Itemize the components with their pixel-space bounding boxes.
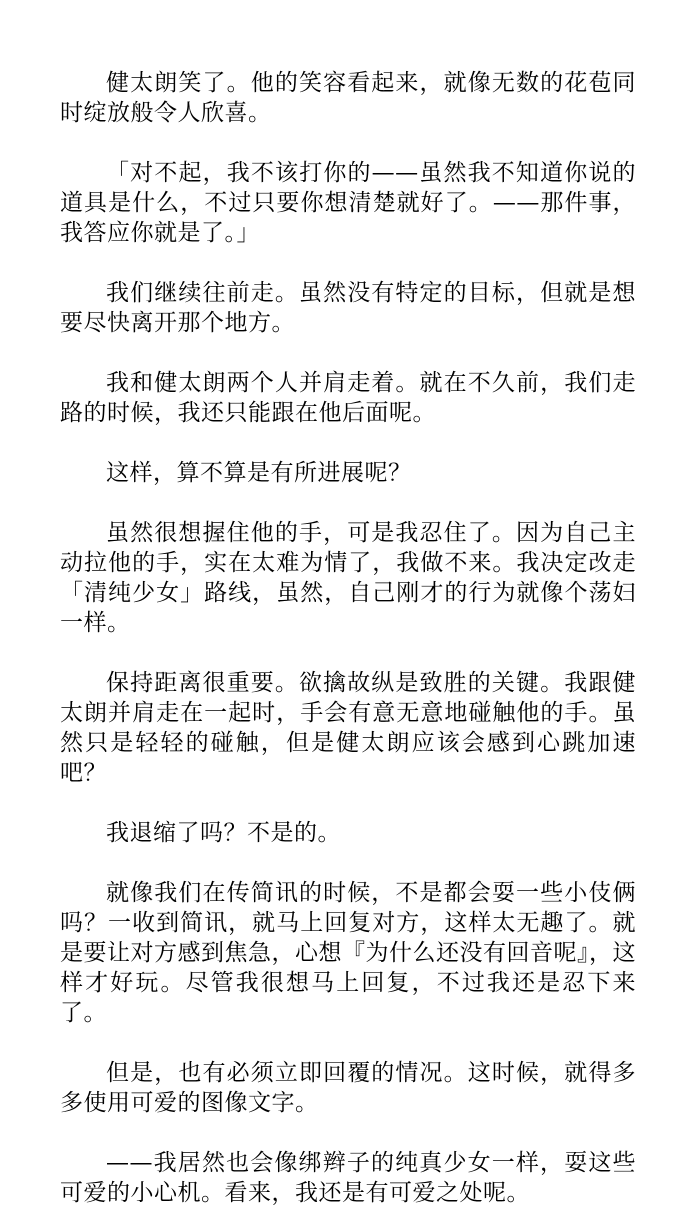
- paragraph: ——我居然也会像绑辫子的纯真少女一样，耍这些可爱的小心机。看来，我还是有可爱之处呢。: [60, 1150, 636, 1206]
- paragraph: 保持距离很重要。欲擒故纵是致胜的关键。我跟健太朗并肩走在一起时，手会有意无意地碰触他的手。虽然只是轻轻的碰触，但是健太朗应该会感到心跳加速吧？: [60, 670, 636, 786]
- paragraph: 「对不起，我不该打你的——虽然我不知道你说的道具是什么，不过只要你想清楚就好了。——那件事，我答应你就是了。」: [60, 160, 636, 246]
- paragraph: 但是，也有必须立即回覆的情况。这时候，就得多多使用可爱的图像文字。: [60, 1060, 636, 1116]
- paragraph: 我们继续往前走。虽然没有特定的目标，但就是想要尽快离开那个地方。: [60, 280, 636, 336]
- paragraph: 这样，算不算是有所进展呢？: [106, 460, 412, 486]
- paragraph: 健太朗笑了。他的笑容看起来，就像无数的花苞同时绽放般令人欣喜。: [60, 70, 636, 126]
- paragraph: 就像我们在传简讯的时候，不是都会耍一些小伎俩吗？一收到简讯，就马上回复对方，这样太无趣了。就是要让对方感到焦急，心想『为什么还没有回音呢』，这样才好玩。尽管我很想马上回复，不过我还是忍下来了。: [60, 880, 636, 1026]
- paragraph: 我和健太朗两个人并肩走着。就在不久前，我们走路的时候，我还只能跟在他后面呢。: [60, 370, 636, 426]
- paragraph: 虽然很想握住他的手，可是我忍住了。因为自己主动拉他的手，实在太难为情了，我做不来。我决定改走「清纯少女」路线，虽然，自己刚才的行为就像个荡妇一样。: [60, 520, 636, 636]
- paragraph: 我退缩了吗？不是的。: [106, 820, 341, 846]
